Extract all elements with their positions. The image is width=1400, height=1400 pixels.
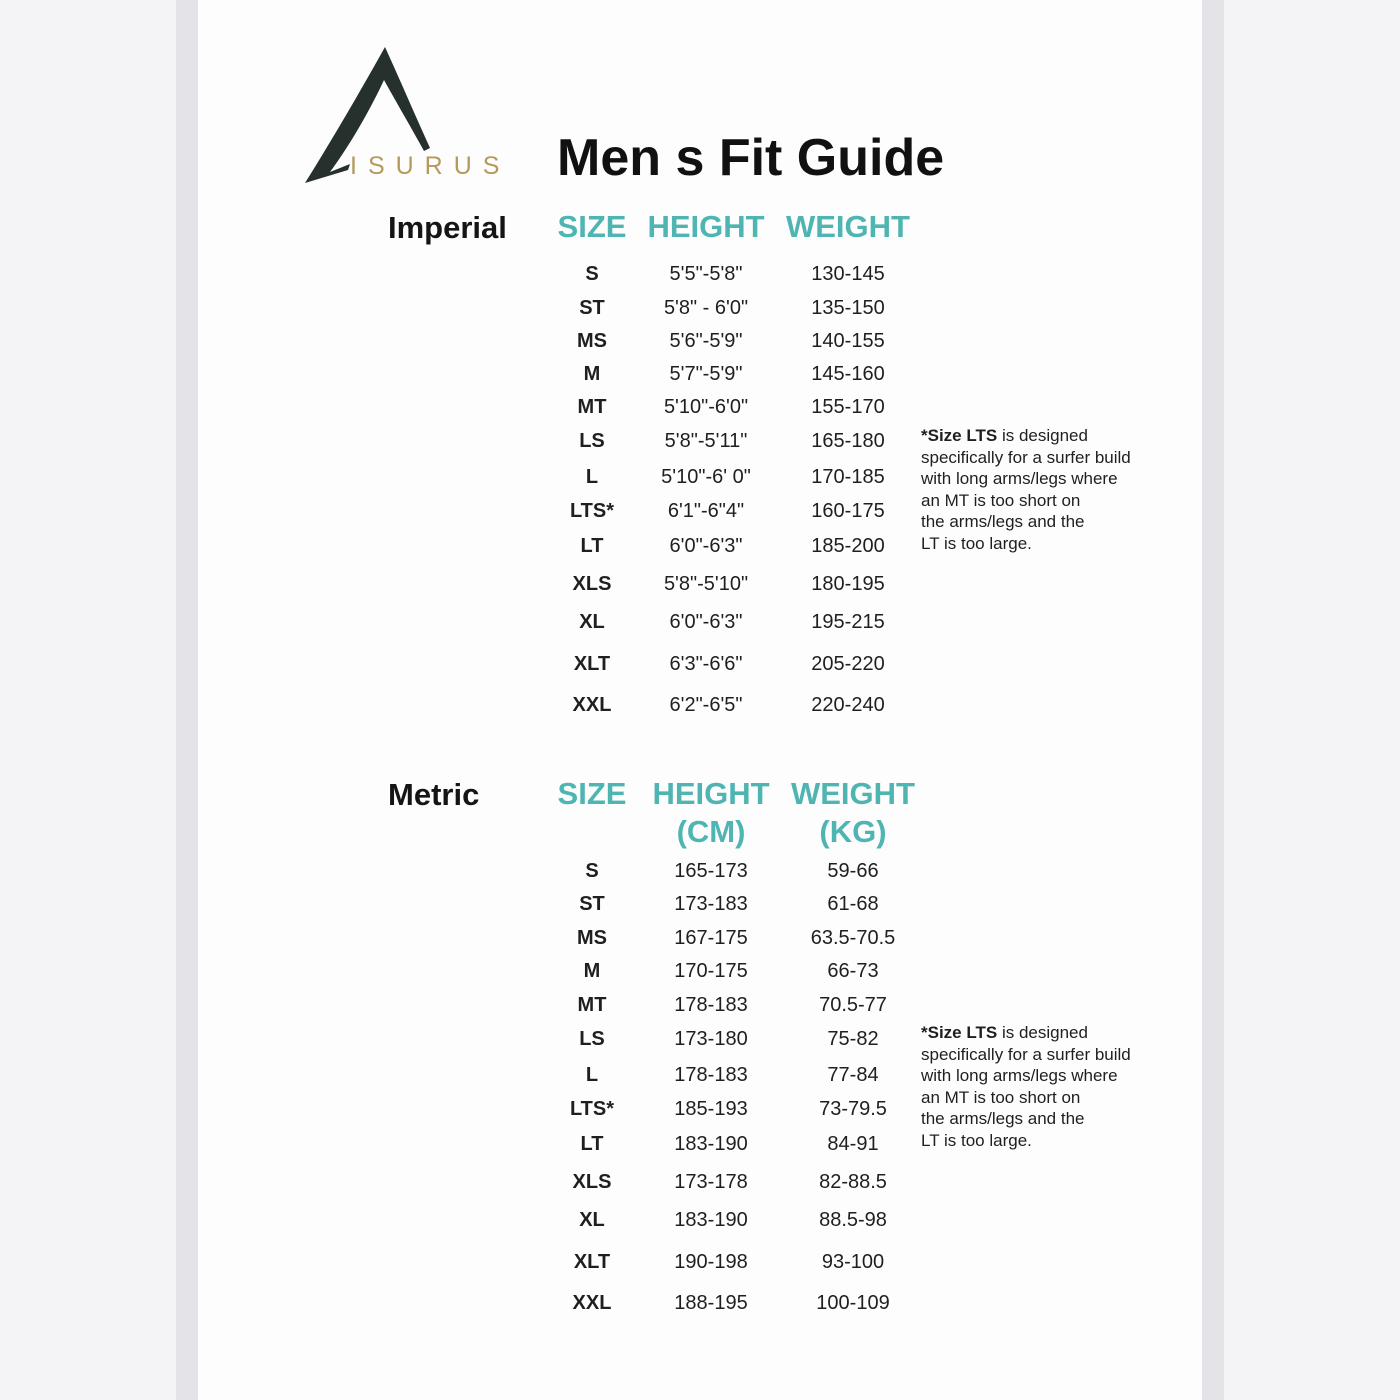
metric-cell-size: LT (580, 1133, 604, 1155)
metric-cell-height: 188-195 (674, 1292, 748, 1314)
metric-cell-weight: 75-82 (827, 1028, 879, 1050)
metric-cell-size: XLS (572, 1171, 612, 1193)
imperial-cell-weight: 155-170 (811, 396, 885, 418)
metric-height-header: HEIGHT (652, 776, 770, 811)
imperial-cell-size: XLT (573, 653, 611, 675)
imperial-lts-note (921, 425, 1161, 554)
metric-cell-weight: 61-68 (827, 893, 879, 915)
metric-cell-size: XLT (573, 1251, 611, 1273)
metric-note-line: is designed (1001, 1023, 1088, 1042)
imperial-weight-header: WEIGHT (786, 209, 910, 244)
metric-cell-size: LTS* (569, 1098, 615, 1120)
metric-section-label: Metric (388, 777, 480, 812)
metric-weight-unit: (KG) (819, 814, 887, 849)
metric-cell-height: 173-183 (674, 893, 748, 915)
imperial-cell-height: 5'5"-5'8" (669, 263, 743, 285)
imperial-cell-height: 6'2"-6'5" (669, 694, 743, 716)
metric-cell-weight: 66-73 (827, 960, 879, 982)
metric-cell-weight: 88.5-98 (819, 1209, 887, 1231)
metric-cell-weight: 63.5-70.5 (810, 927, 896, 949)
metric-lts-note (921, 1022, 1161, 1151)
metric-note-line: the arms/legs and the (921, 1109, 1085, 1128)
imperial-cell-height: 6'1"-6"4" (667, 500, 745, 522)
imperial-note-line: with long arms/legs where (921, 469, 1118, 488)
imperial-cell-height: 5'8" - 6'0" (663, 297, 749, 319)
metric-size-header: SIZE (557, 776, 627, 811)
metric-cell-height: 173-178 (674, 1171, 748, 1193)
right-margin-strip (1202, 0, 1224, 1400)
metric-cell-size: L (585, 1064, 599, 1086)
imperial-cell-weight: 195-215 (811, 611, 885, 633)
imperial-cell-size: LTS* (569, 500, 615, 522)
imperial-cell-weight: 145-160 (811, 363, 885, 385)
metric-note-line: an MT is too short on (921, 1087, 1081, 1107)
imperial-section-label: Imperial (388, 210, 507, 245)
imperial-cell-size: LT (580, 535, 604, 557)
metric-weight-header: WEIGHT (791, 776, 915, 811)
metric-cell-weight: 59-66 (827, 860, 879, 882)
brand-name: ISURUS (350, 152, 511, 180)
metric-cell-weight: 77-84 (827, 1064, 879, 1086)
left-margin-strip (176, 0, 198, 1400)
imperial-note-line: an MT is too short on (921, 490, 1081, 510)
metric-height-unit: (CM) (676, 814, 746, 849)
imperial-cell-height: 5'10"-6' 0" (661, 466, 751, 488)
imperial-cell-size: XXL (572, 694, 612, 716)
page-title: Men s Fit Guide (557, 129, 945, 187)
metric-note-lead: *Size LTS (921, 1023, 998, 1042)
imperial-cell-size: S (585, 263, 599, 285)
imperial-note-line: is designed (1001, 426, 1088, 445)
metric-cell-weight: 73-79.5 (819, 1098, 887, 1120)
metric-cell-size: M (583, 960, 601, 982)
metric-note-line: specifically for a surfer build (921, 1044, 1131, 1064)
metric-cell-size: S (585, 860, 599, 882)
imperial-cell-height: 6'0"-6'3" (669, 611, 743, 633)
metric-note-line: with long arms/legs where (921, 1066, 1118, 1085)
metric-cell-height: 178-183 (674, 994, 748, 1016)
imperial-height-header: HEIGHT (647, 209, 765, 244)
imperial-cell-weight: 160-175 (811, 500, 885, 522)
imperial-cell-height: 6'0"-6'3" (669, 535, 743, 557)
metric-cell-size: LS (579, 1028, 605, 1050)
metric-note-line: LT is too large. (921, 1130, 1032, 1150)
imperial-cell-size: MT (577, 396, 607, 418)
imperial-cell-size: MS (577, 330, 607, 352)
imperial-cell-weight: 140-155 (811, 330, 885, 352)
imperial-cell-size: ST (579, 297, 605, 319)
metric-cell-height: 183-190 (674, 1133, 748, 1155)
imperial-cell-height: 5'8"-5'10" (663, 573, 749, 595)
imperial-note-lead: *Size LTS (921, 426, 998, 445)
imperial-cell-weight: 185-200 (811, 535, 885, 557)
imperial-cell-height: 6'3"-6'6" (669, 653, 743, 675)
metric-cell-size: MT (577, 994, 607, 1016)
metric-cell-weight: 82-88.5 (819, 1171, 887, 1193)
imperial-note-line: specifically for a surfer build (921, 447, 1131, 467)
metric-cell-weight: 100-109 (816, 1292, 890, 1314)
metric-cell-height: 183-190 (674, 1209, 748, 1231)
imperial-cell-weight: 135-150 (811, 297, 885, 319)
imperial-cell-weight: 205-220 (811, 653, 885, 675)
imperial-cell-height: 5'7"-5'9" (669, 363, 743, 385)
imperial-cell-height: 5'6"-5'9" (669, 330, 743, 352)
metric-cell-size: MS (577, 927, 607, 949)
imperial-cell-size: XL (579, 611, 605, 633)
metric-cell-size: XXL (572, 1292, 612, 1314)
imperial-cell-weight: 130-145 (811, 263, 885, 285)
imperial-size-header: SIZE (557, 209, 627, 244)
imperial-cell-height: 5'10"-6'0" (663, 396, 749, 418)
imperial-cell-size: XLS (572, 573, 612, 595)
imperial-cell-weight: 220-240 (811, 694, 885, 716)
imperial-cell-size: M (583, 363, 601, 385)
metric-cell-weight: 93-100 (821, 1251, 885, 1273)
imperial-cell-size: LS (579, 430, 605, 452)
imperial-cell-size: L (585, 466, 599, 488)
imperial-note-line: LT is too large. (921, 533, 1032, 553)
imperial-cell-weight: 165-180 (811, 430, 885, 452)
metric-cell-height: 170-175 (674, 960, 748, 982)
metric-cell-size: ST (579, 893, 605, 915)
imperial-cell-height: 5'8"-5'11" (664, 430, 748, 452)
metric-cell-height: 185-193 (674, 1098, 748, 1120)
imperial-note-line: the arms/legs and the (921, 512, 1085, 531)
imperial-cell-weight: 170-185 (811, 466, 885, 488)
metric-cell-height: 178-183 (674, 1064, 748, 1086)
metric-cell-weight: 70.5-77 (819, 994, 887, 1016)
imperial-cell-weight: 180-195 (811, 573, 885, 595)
metric-cell-weight: 84-91 (827, 1133, 879, 1155)
metric-cell-height: 167-175 (674, 927, 748, 949)
metric-cell-height: 173-180 (674, 1028, 748, 1050)
metric-cell-height: 165-173 (674, 860, 748, 882)
metric-cell-height: 190-198 (674, 1251, 748, 1273)
metric-cell-size: XL (579, 1209, 605, 1231)
